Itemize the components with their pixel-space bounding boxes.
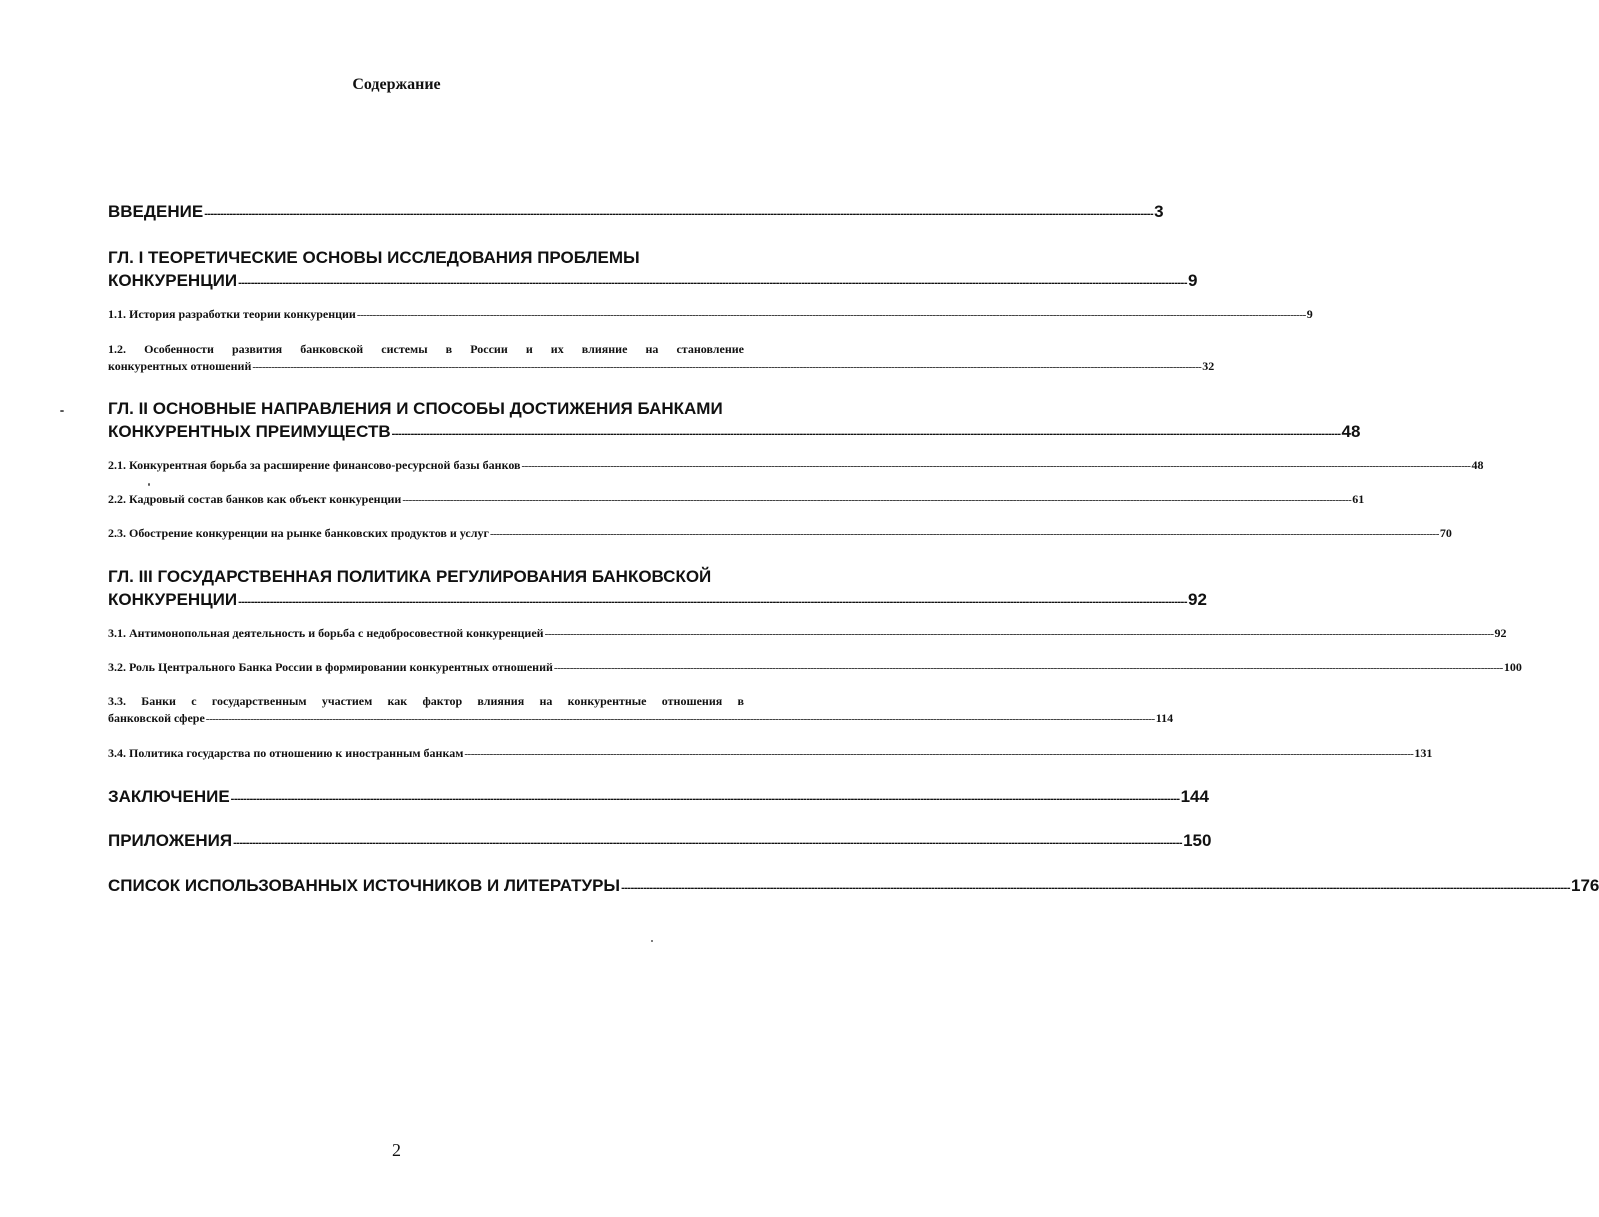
dot-leader: ------------------------------------------------------------------------------------------------------------------------------------------------------------------------------------------------------------------------------------------------------------------------------------------------------------ xyxy=(238,596,1187,608)
toc-entry-introduction[interactable] xyxy=(108,202,1164,222)
toc-entry-page: 61 xyxy=(1352,492,1365,506)
toc-entry-page: 114 xyxy=(1155,711,1174,725)
toc-entry-page: 92 xyxy=(1188,590,1207,609)
toc-entry-conclusion[interactable] xyxy=(108,787,1209,807)
toc-entry-chapter-3[interactable] xyxy=(108,567,1207,610)
page-number: 2 xyxy=(392,1140,401,1160)
toc-entry-text: 2.2. Кадровый состав банков как объект конкуренции xyxy=(108,492,402,506)
toc-entry-page: 131 xyxy=(1414,746,1433,760)
toc-entry-section-2-3[interactable] xyxy=(108,526,1452,541)
toc-entry-page: 9 xyxy=(1188,271,1198,290)
toc-entry-page: 92 xyxy=(1494,626,1507,640)
dot-leader: ------------------------------------------------------------------------------------------------------------------------------------------------------------------------------------------------------------------------------------------------------------------------------------------------------------ xyxy=(544,628,1494,640)
toc-entry-text: 2.3. Обострение конкуренции на рынке банковских продуктов и услуг xyxy=(108,526,489,540)
dot-leader: ------------------------------------------------------------------------------------------------------------------------------------------------------------------------------------------------------------------------------------------------------------------------------------------------------------ xyxy=(489,528,1439,540)
toc-entry-appendices[interactable] xyxy=(108,831,1212,851)
dot-leader: ------------------------------------------------------------------------------------------------------------------------------------------------------------------------------------------------------------------------------------------------------------------------------------------------------------ xyxy=(356,309,1306,321)
dot-leader: ------------------------------------------------------------------------------------------------------------------------------------------------------------------------------------------------------------------------------------------------------------------------------------------------------------ xyxy=(230,793,1180,805)
dot-leader: ------------------------------------------------------------------------------------------------------------------------------------------------------------------------------------------------------------------------------------------------------------------------------------------------------------ xyxy=(553,662,1503,674)
toc-entry-page: 3 xyxy=(1154,202,1164,221)
dot-leader: ------------------------------------------------------------------------------------------------------------------------------------------------------------------------------------------------------------------------------------------------------------------------------------------------------------ xyxy=(252,361,1202,373)
toc-entry-text: 3.2. Роль Центрального Банка России в формировании конкурентных отношений xyxy=(108,660,553,674)
dot-leader: ------------------------------------------------------------------------------------------------------------------------------------------------------------------------------------------------------------------------------------------------------------------------------------------------------------ xyxy=(233,837,1183,849)
dot-leader: ------------------------------------------------------------------------------------------------------------------------------------------------------------------------------------------------------------------------------------------------------------------------------------------------------------ xyxy=(205,713,1155,725)
dot-leader: ------------------------------------------------------------------------------------------------------------------------------------------------------------------------------------------------------------------------------------------------------------------------------------------------------------ xyxy=(521,460,1471,472)
toc-entry-section-3-2[interactable] xyxy=(108,660,1522,675)
toc-entry-section-3-4[interactable] xyxy=(108,746,1433,761)
page-title: Содержание xyxy=(352,76,441,93)
toc-entry-page: 48 xyxy=(1471,458,1484,472)
toc-entry-text: 3.1. Антимонопольная деятельность и борьба с недобросовестной конкуренцией xyxy=(108,626,544,640)
toc-entry-page: 48 xyxy=(1341,422,1361,441)
toc-entry-heading-line: ГЛ. II ОСНОВНЫЕ НАПРАВЛЕНИЯ И СПОСОБЫ ДОСТИЖЕНИЯ БАНКАМИ xyxy=(108,399,723,418)
toc-entry-text: ПРИЛОЖЕНИЯ xyxy=(108,831,233,850)
toc-entry-page: 176 xyxy=(1571,876,1599,895)
toc-entry-section-2-2[interactable] xyxy=(108,492,1365,507)
toc-entry-text: СПИСОК ИСПОЛЬЗОВАННЫХ ИСТОЧНИКОВ И ЛИТЕРАТУРЫ xyxy=(108,876,621,895)
scan-speck xyxy=(651,940,653,942)
toc-entry-section-3-1[interactable] xyxy=(108,626,1507,641)
toc-entry-text: конкурентных отношений xyxy=(108,359,252,373)
toc-entry-heading-line: ГЛ. I ТЕОРЕТИЧЕСКИЕ ОСНОВЫ ИССЛЕДОВАНИЯ ПРОБЛЕМЫ xyxy=(108,248,640,267)
dot-leader: ------------------------------------------------------------------------------------------------------------------------------------------------------------------------------------------------------------------------------------------------------------------------------------------------------------ xyxy=(464,748,1414,760)
toc-entry-chapter-2[interactable] xyxy=(108,399,1361,442)
toc-entry-text: ВВЕДЕНИЕ xyxy=(108,202,204,221)
toc-entry-text: КОНКУРЕНТНЫХ ПРЕИМУЩЕСТВ xyxy=(108,422,391,441)
toc-entry-page: 100 xyxy=(1503,660,1522,674)
scan-speck xyxy=(148,483,150,486)
toc-entry-heading-line: 1.2. Особенности развития банковской системы в России и их влияние на становление xyxy=(108,342,744,356)
dot-leader: ------------------------------------------------------------------------------------------------------------------------------------------------------------------------------------------------------------------------------------------------------------------------------------------------------------ xyxy=(238,277,1187,289)
toc-entry-text: 3.4. Политика государства по отношению к иностранным банкам xyxy=(108,746,464,760)
table-of-contents xyxy=(108,0,1599,1217)
toc-entry-page: 9 xyxy=(1306,307,1313,321)
toc-entry-section-3-3[interactable] xyxy=(108,694,1174,726)
toc-entry-page: 32 xyxy=(1202,359,1215,373)
toc-entry-page: 144 xyxy=(1180,787,1209,806)
toc-entry-page: 70 xyxy=(1439,526,1452,540)
toc-entry-section-1-2[interactable] xyxy=(108,342,1215,374)
toc-entry-text: КОНКУРЕНЦИИ xyxy=(108,590,238,609)
toc-entry-text: банковской сфере xyxy=(108,711,205,725)
dot-leader: ------------------------------------------------------------------------------------------------------------------------------------------------------------------------------------------------------------------------------------------------------------------------------------------------------------ xyxy=(621,882,1571,894)
toc-entry-text: 2.1. Конкурентная борьба за расширение финансово-ресурсной базы банков xyxy=(108,458,521,472)
toc-entry-heading-line: ГЛ. III ГОСУДАРСТВЕННАЯ ПОЛИТИКА РЕГУЛИРОВАНИЯ БАНКОВСКОЙ xyxy=(108,567,712,586)
toc-entry-heading-line: 3.3. Банки с государственным участием как фактор влияния на конкурентные отношения в xyxy=(108,694,744,708)
toc-entry-page: 150 xyxy=(1183,831,1212,850)
toc-entry-text: 1.1. История разработки теории конкуренции xyxy=(108,307,356,321)
toc-entry-section-1-1[interactable] xyxy=(108,307,1313,322)
toc-entry-section-2-1[interactable] xyxy=(108,458,1484,473)
dot-leader: ------------------------------------------------------------------------------------------------------------------------------------------------------------------------------------------------------------------------------------------------------------------------------------------------------------ xyxy=(402,494,1352,506)
dot-leader: ------------------------------------------------------------------------------------------------------------------------------------------------------------------------------------------------------------------------------------------------------------------------------------------------------------ xyxy=(204,208,1154,220)
scan-speck xyxy=(60,410,64,412)
toc-entry-references[interactable] xyxy=(108,876,1599,896)
toc-entry-chapter-1[interactable] xyxy=(108,248,1198,291)
toc-entry-text: ЗАКЛЮЧЕНИЕ xyxy=(108,787,230,806)
toc-entry-text: КОНКУРЕНЦИИ xyxy=(108,271,238,290)
dot-leader: ------------------------------------------------------------------------------------------------------------------------------------------------------------------------------------------------------------------------------------------------------------------------------------------------------------ xyxy=(391,428,1341,440)
